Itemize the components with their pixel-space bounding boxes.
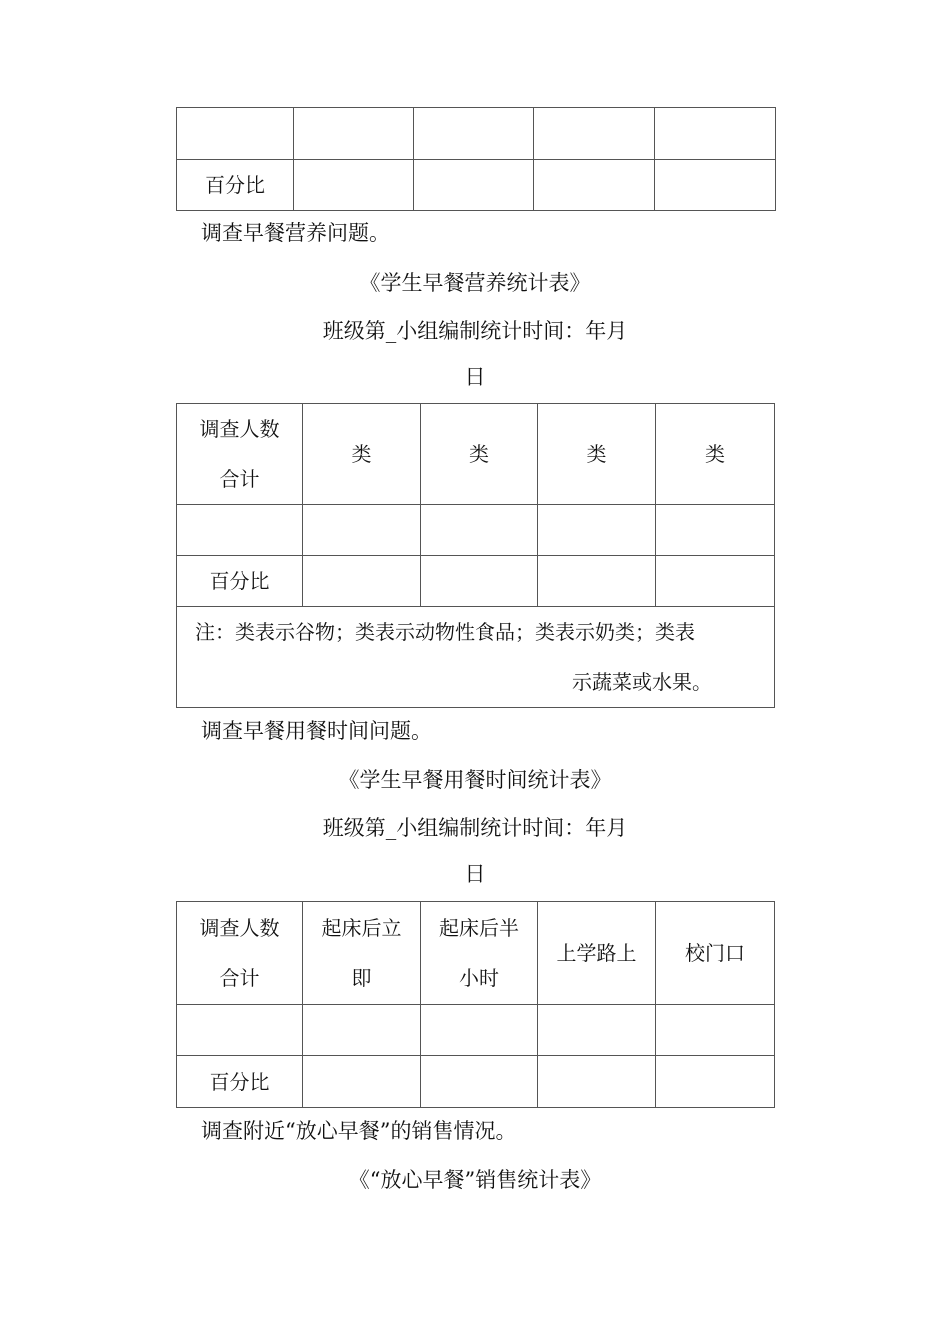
table-cell xyxy=(656,556,775,607)
header-text: 调查人数 xyxy=(199,417,280,441)
table-cell xyxy=(656,505,775,556)
section-heading-nutrition: 调查早餐营养问题。 xyxy=(201,221,390,245)
header-text: 合计 xyxy=(219,966,260,990)
section-heading-sales: 调查附近“放心早餐”的销售情况。 xyxy=(201,1119,517,1143)
table-cell xyxy=(303,505,421,556)
table-time xyxy=(176,901,775,1108)
table-cell xyxy=(534,160,655,211)
meta-line-nutrition: 班级第_小组编制统计时间：年月 xyxy=(322,319,628,343)
table-cell xyxy=(177,108,294,160)
header-cell: 类 xyxy=(303,404,421,505)
table-cell xyxy=(414,160,534,211)
table-nutrition xyxy=(176,403,775,708)
table-cell xyxy=(538,1005,656,1056)
table-cell xyxy=(421,556,538,607)
table-header-row xyxy=(177,404,775,505)
table-note xyxy=(177,607,775,708)
table-cell xyxy=(294,108,414,160)
header-text: 起床后立 xyxy=(321,916,402,940)
table-cell xyxy=(538,556,656,607)
table-row xyxy=(177,108,776,160)
table-row xyxy=(177,1056,775,1108)
table-title-sales: 《“放心早餐”销售统计表》 xyxy=(348,1168,602,1192)
table-cell xyxy=(177,505,303,556)
table-cell xyxy=(421,505,538,556)
table-cell xyxy=(538,1056,656,1108)
table-partial-top xyxy=(176,107,776,211)
header-text: 即 xyxy=(351,966,372,990)
header-cell-count xyxy=(177,404,303,505)
header-cell-count xyxy=(177,902,303,1005)
table-cell xyxy=(656,1005,775,1056)
table-header-row xyxy=(177,902,775,1005)
percent-label: 百分比 xyxy=(177,556,303,607)
table-row xyxy=(177,1005,775,1056)
percent-label: 百分比 xyxy=(177,1056,303,1108)
table-row xyxy=(177,160,776,211)
meta-day-nutrition: 日 xyxy=(464,365,486,389)
table-title-nutrition: 《学生早餐营养统计表》 xyxy=(359,271,591,295)
header-text: 合计 xyxy=(219,467,260,491)
header-cell: 类 xyxy=(538,404,656,505)
header-cell-on-the-way: 上学路上 xyxy=(538,902,656,1005)
table-cell xyxy=(538,505,656,556)
header-text: 小时 xyxy=(459,966,499,990)
header-text: 调查人数 xyxy=(199,916,280,940)
table-cell xyxy=(421,1056,538,1108)
table-cell xyxy=(655,160,776,211)
table-row xyxy=(177,556,775,607)
table-cell xyxy=(414,108,534,160)
table-note-row xyxy=(177,607,775,708)
table-cell xyxy=(656,1056,775,1108)
header-cell-after-waking xyxy=(303,902,421,1005)
meta-day-time: 日 xyxy=(464,862,486,886)
table-cell xyxy=(303,1005,421,1056)
table-cell xyxy=(655,108,776,160)
table-cell xyxy=(534,108,655,160)
percent-label: 百分比 xyxy=(177,160,294,211)
header-text: 起床后半 xyxy=(439,916,519,940)
meta-line-time: 班级第_小组编制统计时间：年月 xyxy=(322,816,628,840)
table-cell xyxy=(303,556,421,607)
table-cell xyxy=(421,1005,538,1056)
note-line-1: 注：类表示谷物；类表示动物性食品；类表示奶类；类表 xyxy=(195,620,695,644)
header-cell-school-gate: 校门口 xyxy=(656,902,775,1005)
note-line-2: 示蔬菜或水果。 xyxy=(572,670,712,694)
table-cell xyxy=(294,160,414,211)
table-cell xyxy=(303,1056,421,1108)
header-cell: 类 xyxy=(421,404,538,505)
table-title-time: 《学生早餐用餐时间统计表》 xyxy=(338,768,612,792)
section-heading-time: 调查早餐用餐时间问题。 xyxy=(201,719,432,743)
header-cell-half-hour xyxy=(421,902,538,1005)
header-cell: 类 xyxy=(656,404,775,505)
table-row xyxy=(177,505,775,556)
table-cell xyxy=(177,1005,303,1056)
